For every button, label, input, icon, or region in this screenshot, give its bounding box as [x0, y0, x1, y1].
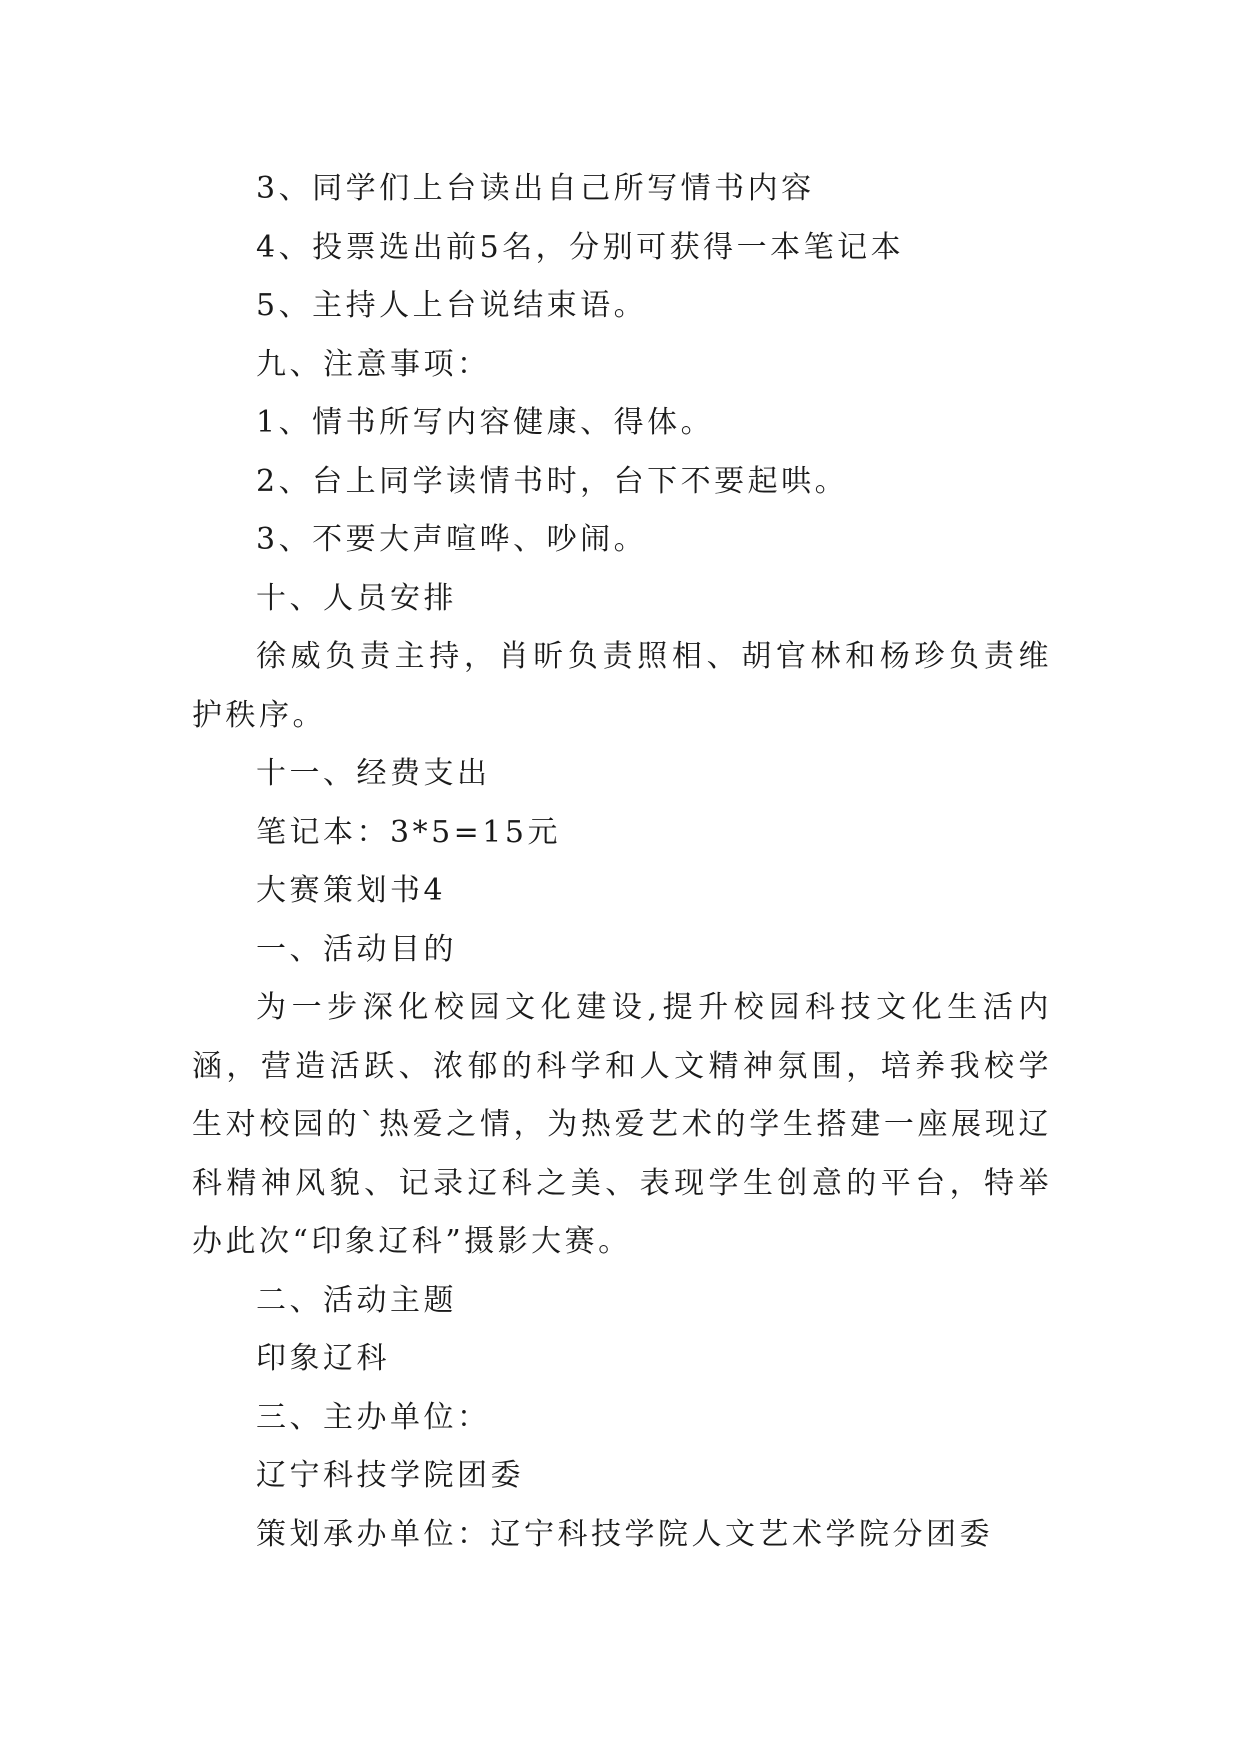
staff-arrangement-paragraph: 徐威负责主持，肖昕负责照相、胡官林和杨珍负责维护秩序。 — [192, 639, 1052, 733]
theme-text: 印象辽科 — [256, 1341, 390, 1376]
note-item-1: 1、情书所写内容健康、得体。 — [256, 405, 715, 440]
note-item-2: 2、台上同学读情书时，台下不要起哄。 — [256, 463, 849, 499]
co-organizer-text: 策划承办单位：辽宁科技学院人文艺术学院分团委 — [256, 1516, 993, 1552]
document-body — [192, 160, 1052, 1564]
section-heading-theme: 二、活动主题 — [256, 1282, 457, 1318]
section-heading-notes: 九、注意事项： — [256, 346, 491, 382]
document-title-plan-4: 大赛策划书4 — [256, 873, 447, 908]
note-item-3: 3、不要大声喧哗、吵闹。 — [256, 522, 648, 557]
list-item-4-vote: 4、投票选出前5名，分别可获得一本笔记本 — [256, 229, 905, 265]
section-heading-organizer: 三、主办单位： — [256, 1399, 491, 1435]
section-heading-purpose: 一、活动目的 — [256, 931, 457, 967]
section-heading-staff: 十、人员安排 — [256, 580, 457, 616]
purpose-paragraph: 为一步深化校园文化建设,提升校园科技文化生活内涵，营造活跃、浓郁的科学和人文精神氛围，培养我校学生对校园的`热爱之情，为热爱艺术的学生搭建一座展现辽科精神风貌、记录辽科之美、表现学生创意的平台，特举办此次“印象辽科”摄影大赛。 — [192, 990, 1052, 1259]
list-item-5-closing: 5、主持人上台说结束语。 — [256, 288, 648, 323]
section-heading-budget: 十一、经费支出 — [256, 756, 491, 791]
list-item-3-read-letters: 3、同学们上台读出自己所写情书内容 — [256, 171, 815, 206]
organizer-text: 辽宁科技学院团委 — [256, 1458, 524, 1493]
budget-item-notebook: 笔记本：3*5=15元 — [256, 814, 561, 850]
